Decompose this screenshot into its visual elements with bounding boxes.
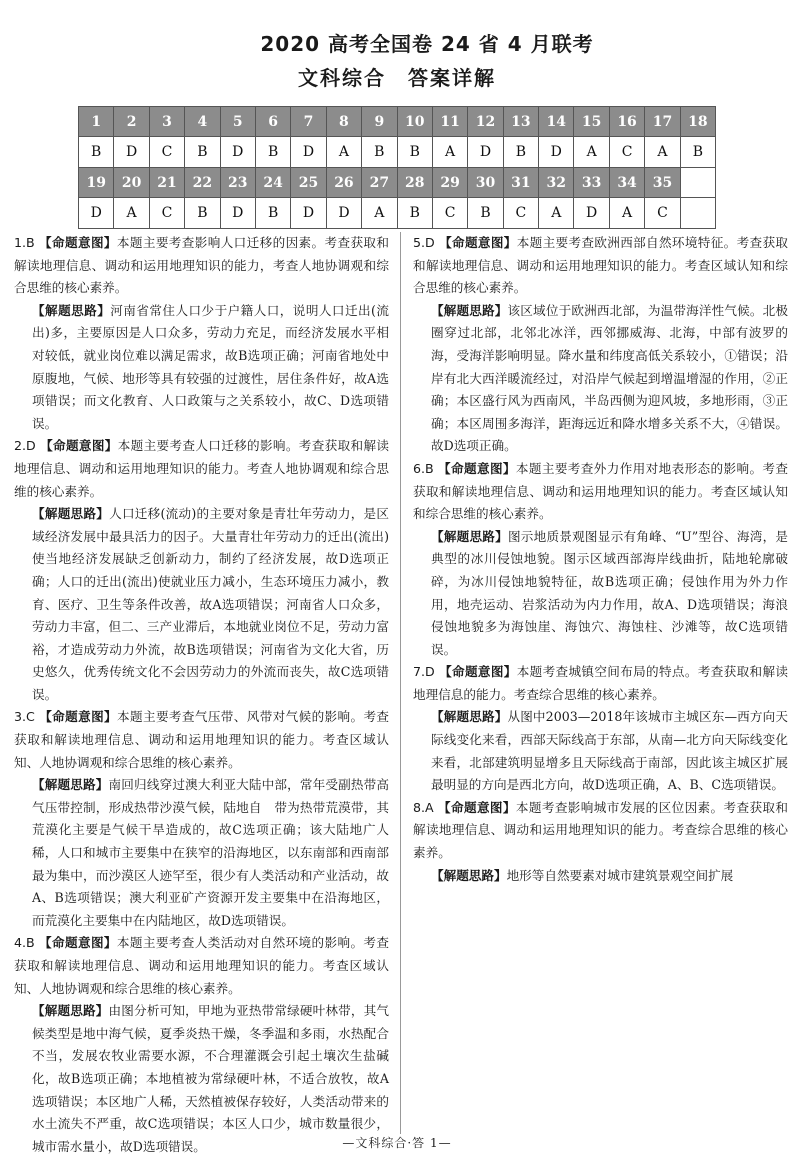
thinking-text: 由图分析可知，甲地为亚热带常绿硬叶林带，其气候类型是地中海气候，夏季炎热干燥，冬季温和多雨，水热配合不当，发展农牧业需要水源，不合理灌溉会引起土壤次生盐碱化，故B选项正确；本地植被为常绿硬叶林，不适合放牧，故A选项错误；本区地广人稀，天然植被保存较好，人类活动带来的水土流失不严重，故C选项错误；本区人口少，城市数量很少，城市需水量小，故D选项错误。 xyxy=(32,1003,390,1154)
question-number-cell: 27 xyxy=(362,168,397,198)
thinking-label: 【解题思路】 xyxy=(431,867,507,883)
answer-cell: C xyxy=(432,198,467,229)
thinking-text: 南回归线穿过澳大利亚大陆中部，常年受副热带高气压带控制，形成热带沙漠气候，陆地自 带为热带荒漠带，其荒漠化主要是气候干旱造成的，故C选项正确；该大陆地广人稀，人口和城市主要集中在狭窄的沿海地区，以东南部和西南部最为集中，而沙漠区人迹罕至，很少有人类活动和产业活动，故A、B选项错误；澳大利亚矿产资源开发主要集中在沿海地区，而荒漠化主要集中在内陆地区，故D选项错误。 xyxy=(32,777,390,928)
intent-text: 本题主要考查人类活动对自然环境的影响。考查获取和解读地理信息、调动和运用地理知识的能力。考查区域认知、人地协调观和综合思维的核心素养。 xyxy=(14,935,390,996)
item-number: 1.B xyxy=(14,235,35,250)
question-number-cell: 14 xyxy=(539,107,574,137)
question-number-cell: 11 xyxy=(432,107,467,137)
item-number: 6.B xyxy=(413,460,434,476)
question-number-cell: 8 xyxy=(326,107,361,137)
answer-cell: D xyxy=(539,137,574,168)
answer-cell: C xyxy=(149,198,184,229)
intent-label: 【命题意图】 xyxy=(40,438,118,454)
question-number-cell: 32 xyxy=(539,168,574,198)
column-divider xyxy=(400,232,401,1134)
answer-cell: B xyxy=(255,198,290,229)
answer-cell: D xyxy=(220,198,255,229)
answer-cell: B xyxy=(79,137,114,168)
answer-item-3 xyxy=(14,706,389,932)
answer-cell: B xyxy=(503,137,538,168)
thinking-label: 【解题思路】 xyxy=(431,302,508,318)
thinking-label: 【解题思路】 xyxy=(32,506,110,522)
question-number-cell: 7 xyxy=(291,107,326,137)
question-number-cell: 24 xyxy=(255,168,290,198)
thinking-text: 人口迁移(流动)的主要对象是青壮年劳动力，是区域经济发展中最具活力的因子。大量青壮年劳动力的迁出(流出)使当地经济发展缺乏创新动力，制约了经济发展，故D选项正确；人口的迁出(流出)使就业压力减小，生态环境压力减小，教育、医疗、卫生等条件改善，故A选项错误；河南省人口众多，劳动力丰富，但二、三产业滞后，本地就业岗位不足，劳动力富裕，才造成劳动力外流，故B选项错误；河南省为文化大省，历史悠久，优秀传统文化不会因劳动力的外流而丧失，故C选项错误。 xyxy=(32,506,389,702)
thinking-text: 图示地质景观图显示有角峰、“U”型谷、海湾，是典型的冰川侵蚀地貌。图示区域西部海岸线曲折，陆地轮廓破碎，为冰川侵蚀地貌特征，故B选项正确；侵蚀作用为外力作用，地壳运动、岩浆活动为内力作用，故A、D选项错误；海浪侵蚀地貌多为海蚀崖、海蚀穴、海蚀柱、沙滩等，故C选项错误。 xyxy=(431,528,788,657)
answer-cell: A xyxy=(362,198,397,229)
answer-cell: A xyxy=(432,137,467,168)
page-subtitle: 文科综合 答案详解 xyxy=(298,66,496,90)
answer-item-6 xyxy=(413,458,788,661)
left-column xyxy=(14,232,389,1158)
answer-item-2 xyxy=(14,435,389,706)
answer-item-8 xyxy=(413,797,788,887)
question-number-cell: 25 xyxy=(291,168,326,198)
question-number-cell: 13 xyxy=(503,107,538,137)
thinking-label: 【解题思路】 xyxy=(32,777,109,793)
intent-text: 本题主要考查外力作用对地表形态的影响。考查获取和解读地理信息、调动和运用地理知识的能力。考查区域认知和综合思维的核心素养。 xyxy=(413,460,789,522)
question-number-cell xyxy=(680,168,715,198)
question-number-cell: 35 xyxy=(645,168,680,198)
right-column xyxy=(413,232,788,887)
answer-cell: A xyxy=(114,198,149,229)
answer-cell: D xyxy=(220,137,255,168)
item-number: 2.D xyxy=(14,438,36,454)
thinking-label: 【解题思路】 xyxy=(431,528,508,544)
answer-cell: B xyxy=(255,137,290,168)
answer-cell: D xyxy=(326,198,361,229)
answer-cell: B xyxy=(185,137,220,168)
answer-cell: C xyxy=(609,137,644,168)
question-number-cell: 12 xyxy=(468,107,503,137)
page-footer: —文科综合·答 1— xyxy=(342,1136,452,1150)
answer-table-answer-row xyxy=(79,137,716,168)
answer-cell: A xyxy=(645,137,680,168)
answer-cell: B xyxy=(362,137,397,168)
intent-label: 【命题意图】 xyxy=(439,235,517,250)
item-number: 5.D xyxy=(413,235,435,250)
question-number-cell: 34 xyxy=(609,168,644,198)
question-number-cell: 17 xyxy=(645,107,680,137)
item-number: 4.B xyxy=(14,935,35,951)
answer-table-number-row xyxy=(79,107,716,137)
intent-label: 【命题意图】 xyxy=(39,235,117,250)
intent-text: 本题考查城镇空间布局的特点。考查获取和解读地理信息的能力。考查综合思维的核心素养。 xyxy=(413,664,789,702)
intent-text: 本题主要考查人口迁移的影响。考查获取和解读地理信息、调动和运用地理知识的能力。考查人地协调观和综合思维的核心素养。 xyxy=(14,438,390,499)
question-number-cell: 3 xyxy=(149,107,184,137)
question-number-cell: 4 xyxy=(185,107,220,137)
answer-cell: B xyxy=(185,198,220,229)
answer-item-5 xyxy=(413,232,788,458)
answer-cell: C xyxy=(645,198,680,229)
question-number-cell: 20 xyxy=(114,168,149,198)
question-number-cell: 33 xyxy=(574,168,609,198)
answer-cell: C xyxy=(149,137,184,168)
answer-cell: B xyxy=(680,137,715,168)
question-number-cell: 16 xyxy=(609,107,644,137)
question-number-cell: 29 xyxy=(432,168,467,198)
question-number-cell: 19 xyxy=(79,168,114,198)
thinking-text: 该区域位于欧洲西北部，为温带海洋性气候。北极圈穿过北部，北邻北冰洋，西邻挪威海、北海，中部有波罗的海，受海洋影响明显。降水量和纬度高低关系较小，①错误；沿岸有北大西洋暖流经过，对沿岸气候起到增温增湿的作用，②正确；本区盛行风为西南风，半岛西侧为迎风坡，多地形雨，③正确；本区周围多海洋，距海远近和降水增多关系不大，④错误。故D选项正确。 xyxy=(431,302,789,454)
thinking-text: 从图中2003—2018年该城市主城区东—西方向天际线变化来看，西部天际线高于东部，从南—北方向天际线变化来看，北部建筑明显增多且天际线高于南部，因此该主城区扩展最明显的方向是西北方向，故D选项正确，A、B、C选项错误。 xyxy=(431,709,788,793)
intent-label: 【命题意图】 xyxy=(439,664,517,680)
intent-text: 本题主要考查气压带、风带对气候的影响。考查获取和解读地理信息、调动和运用地理知识的能力。考查区域认知、人地协调观和综合思维的核心素养。 xyxy=(14,709,390,770)
question-number-cell: 28 xyxy=(397,168,432,198)
question-number-cell: 31 xyxy=(503,168,538,198)
intent-text: 本题考查影响城市发展的区位因素。考查获取和解读地理信息、调动和运用地理知识的能力。考查综合思维的核心素养。 xyxy=(413,799,788,861)
answer-cell: A xyxy=(574,137,609,168)
answer-cell: D xyxy=(291,137,326,168)
thinking-label: 【解题思路】 xyxy=(431,709,508,725)
item-number: 3.C xyxy=(14,709,35,725)
answer-item-1 xyxy=(14,232,389,435)
intent-text: 本题主要考查欧洲西部自然环境特征。考查获取和解读地理信息、调动和运用地理知识的能力。考查区域认知和综合思维的核心素养。 xyxy=(413,235,789,296)
item-number: 7.D xyxy=(413,664,435,680)
question-number-cell: 22 xyxy=(185,168,220,198)
answer-cell: A xyxy=(539,198,574,229)
question-number-cell: 18 xyxy=(680,107,715,137)
answer-cell: D xyxy=(79,198,114,229)
question-number-cell: 21 xyxy=(149,168,184,198)
answer-table-answer-row xyxy=(79,198,716,229)
question-number-cell: 26 xyxy=(326,168,361,198)
page-title: 2020 高考全国卷 24 省 4 月联考 xyxy=(260,32,594,56)
question-number-cell: 6 xyxy=(255,107,290,137)
thinking-text: 地形等自然要素对城市建筑景观空间扩展 xyxy=(506,867,734,883)
answer-table-number-row xyxy=(79,168,716,198)
answer-item-7 xyxy=(413,661,788,797)
thinking-text: 河南省常住人口少于户籍人口，说明人口迁出(流出)多，主要原因是人口众多，劳动力充足，而经济发展水平相对较低，就业岗位难以满足需求，故B选项正确；河南省地处中原腹地，气候、地形等具有较强的过渡性，居住条件好，故A选项错误；而文化教育、人口政策与之关系较小，故C、D选项错误。 xyxy=(32,302,390,431)
question-number-cell: 9 xyxy=(362,107,397,137)
answer-cell: B xyxy=(397,137,432,168)
answer-cell: D xyxy=(114,137,149,168)
question-number-cell: 10 xyxy=(397,107,432,137)
question-number-cell: 2 xyxy=(114,107,149,137)
answer-cell: B xyxy=(397,198,432,229)
question-number-cell: 1 xyxy=(79,107,114,137)
intent-label: 【命题意图】 xyxy=(39,709,118,725)
intent-label: 【命题意图】 xyxy=(438,799,516,815)
question-number-cell: 23 xyxy=(220,168,255,198)
intent-label: 【命题意图】 xyxy=(438,460,516,476)
question-number-cell: 15 xyxy=(574,107,609,137)
answer-cell: D xyxy=(574,198,609,229)
answer-cell: A xyxy=(609,198,644,229)
answer-cell xyxy=(680,198,715,229)
question-number-cell: 5 xyxy=(220,107,255,137)
answer-table xyxy=(78,106,716,229)
item-number: 8.A xyxy=(413,799,434,815)
answer-cell: A xyxy=(326,137,361,168)
answer-cell: C xyxy=(503,198,538,229)
question-number-cell: 30 xyxy=(468,168,503,198)
intent-text: 本题主要考查影响人口迁移的因素。考查获取和解读地理信息、调动和运用地理知识的能力，考查人地协调观和综合思维的核心素养。 xyxy=(14,235,390,296)
thinking-label: 【解题思路】 xyxy=(32,302,111,318)
intent-label: 【命题意图】 xyxy=(39,935,117,951)
thinking-label: 【解题思路】 xyxy=(32,1003,109,1019)
answer-item-4 xyxy=(14,932,389,1158)
answer-cell: B xyxy=(468,198,503,229)
answer-cell: D xyxy=(291,198,326,229)
answer-cell: D xyxy=(468,137,503,168)
